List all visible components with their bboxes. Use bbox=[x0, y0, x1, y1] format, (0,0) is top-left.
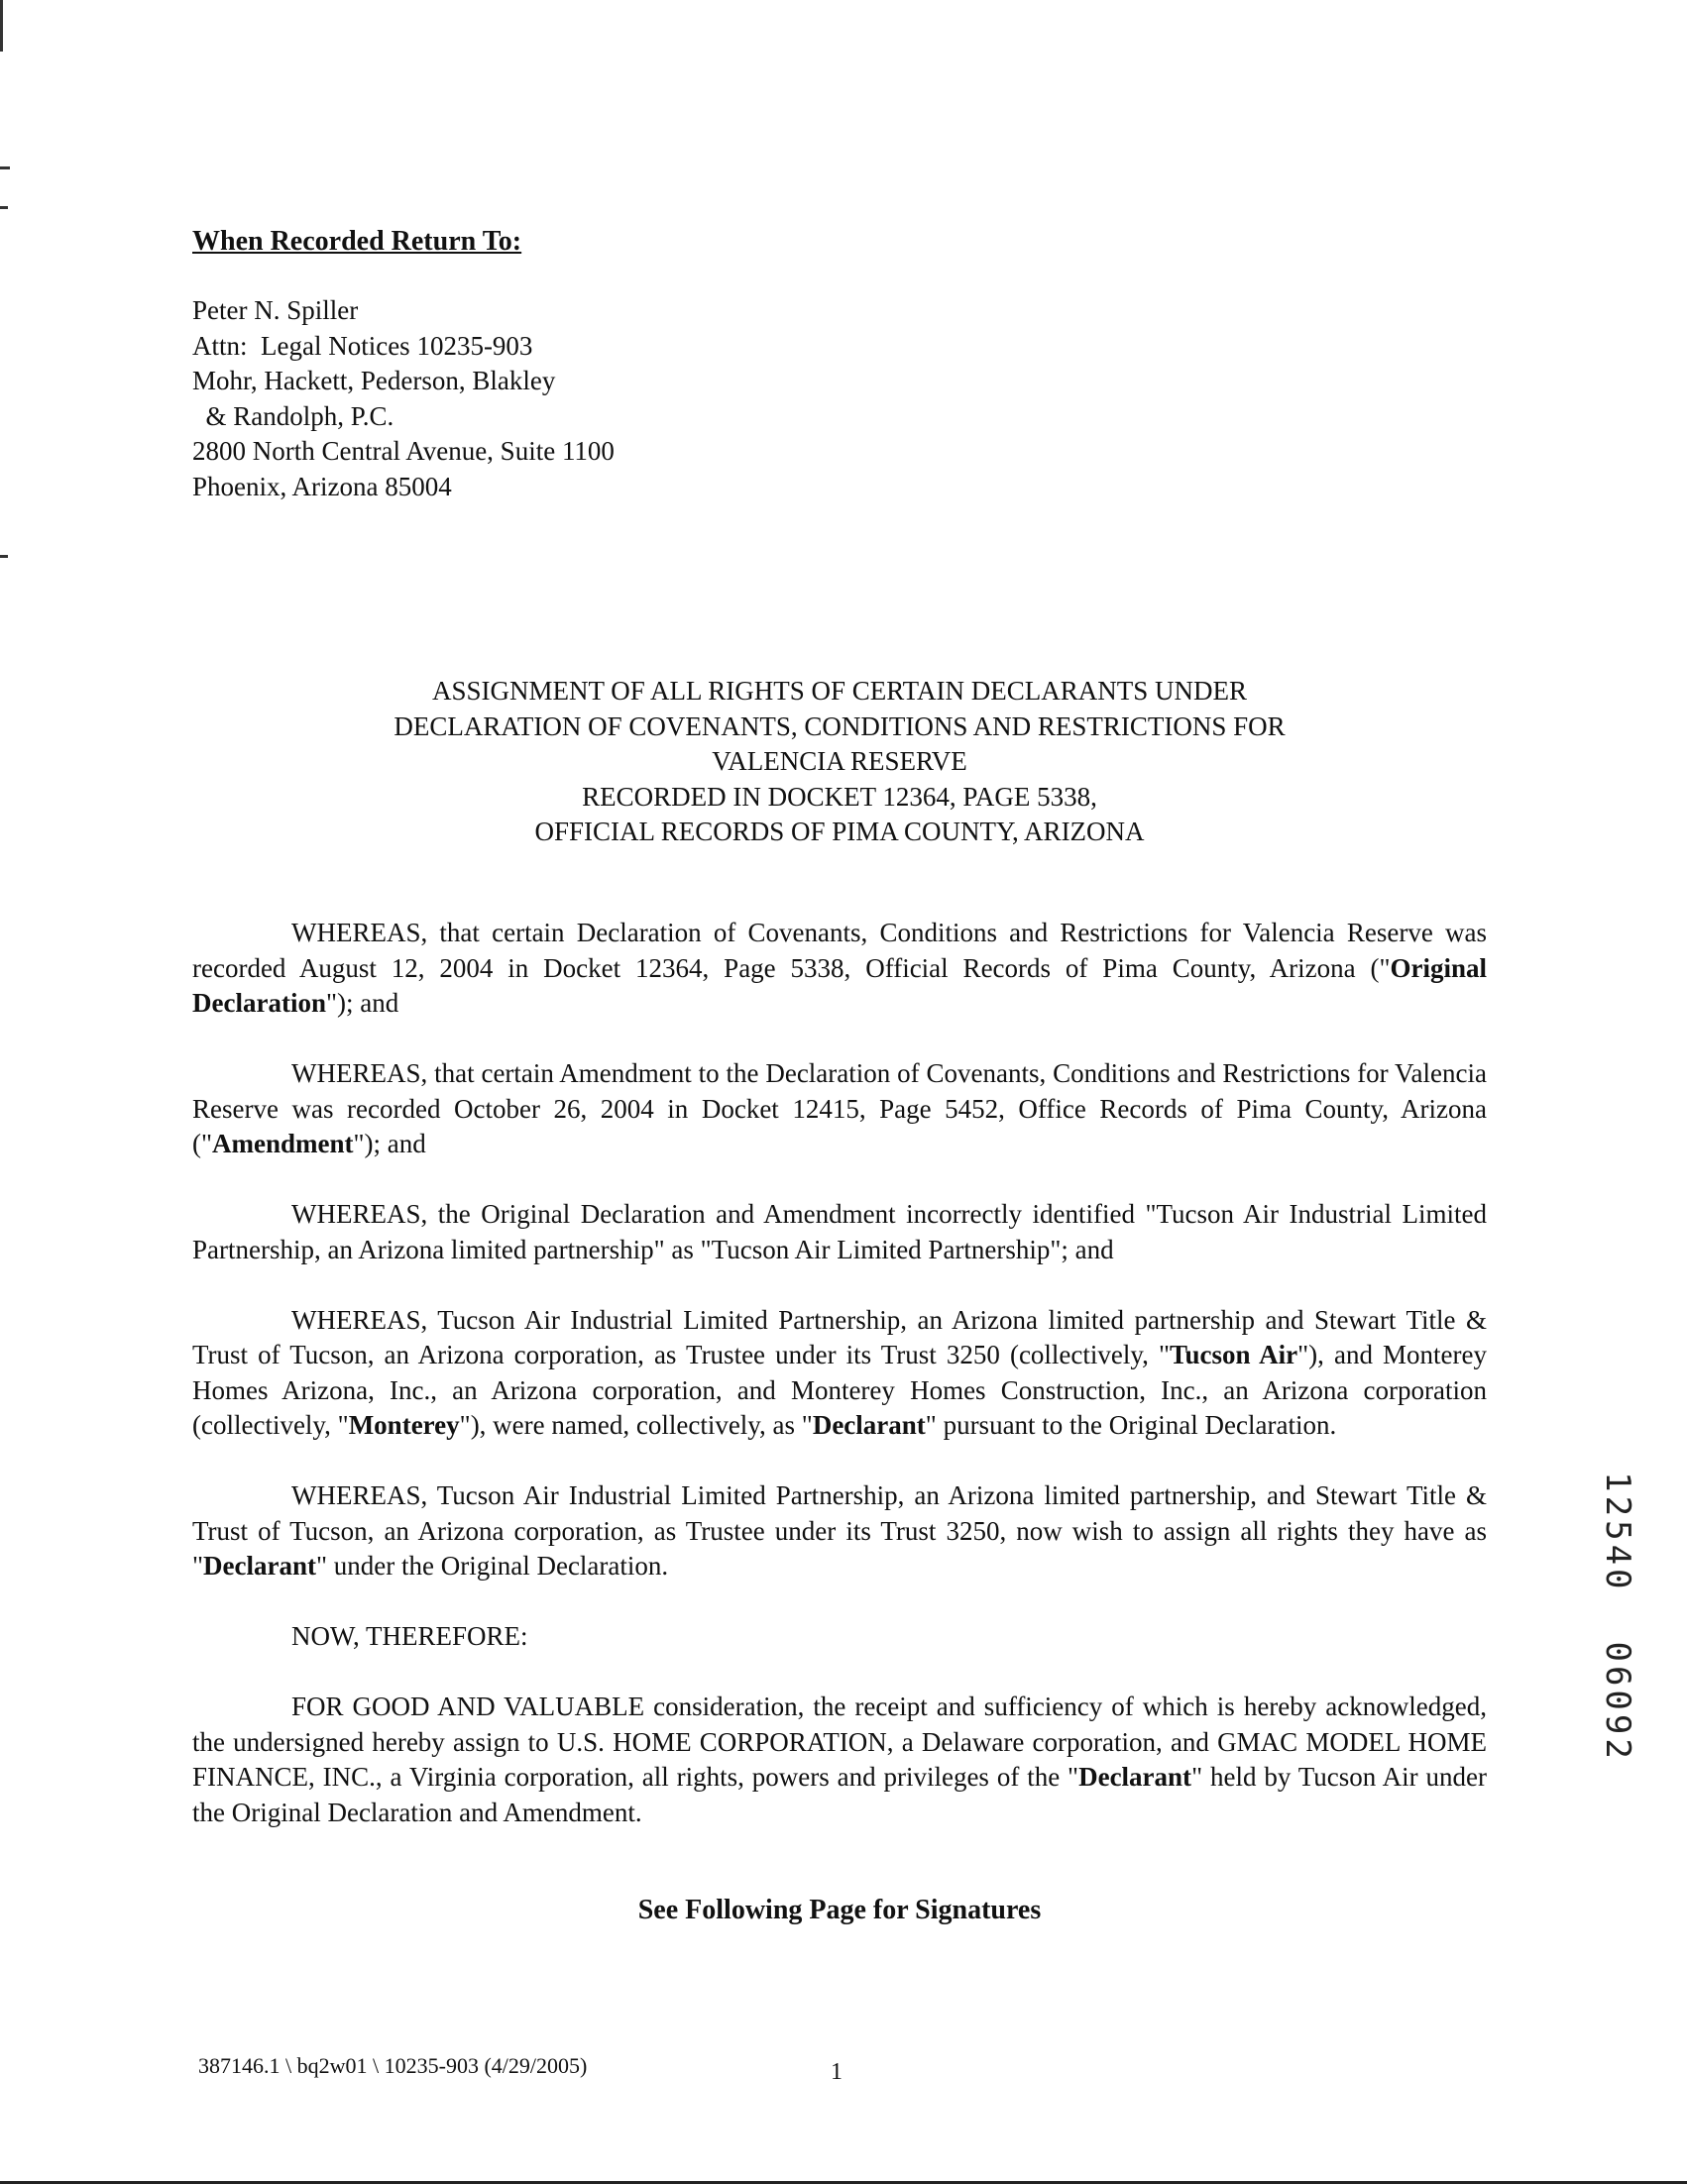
whereas-paragraph-4 bbox=[192, 1303, 1487, 1444]
paragraph-text: WHEREAS, that certain Declaration of Covenants, Conditions and Restrictions for Valencia Reserve was recorded August 12, 2004 in Docket 12364, Page 5338, Official Records of Pima County, Arizona (" bbox=[192, 918, 1487, 983]
assignment-paragraph bbox=[192, 1690, 1487, 1830]
page-number: 1 bbox=[831, 2059, 843, 2085]
whereas-paragraph-1 bbox=[192, 916, 1487, 1022]
address-line: 2800 North Central Avenue, Suite 1100 bbox=[192, 436, 615, 466]
paragraph-text: "); and bbox=[353, 1129, 426, 1158]
defined-term: Declarant bbox=[1078, 1762, 1192, 1792]
address-line: & Randolph, P.C. bbox=[192, 400, 394, 431]
title-line: OFFICIAL RECORDS OF PIMA COUNTY, ARIZONA bbox=[534, 817, 1145, 846]
title-line: RECORDED IN DOCKET 12364, PAGE 5338, bbox=[582, 781, 1097, 812]
defined-term: Amendment bbox=[212, 1129, 354, 1158]
title-line: ASSIGNMENT OF ALL RIGHTS OF CERTAIN DECLARANTS UNDER bbox=[431, 676, 1247, 706]
defined-term: Declarant bbox=[203, 1551, 316, 1581]
paragraph-text: "), were named, collectively, as " bbox=[459, 1410, 813, 1440]
defined-term: Monterey bbox=[348, 1410, 460, 1440]
address-line: Peter N. Spiller bbox=[192, 295, 359, 325]
defined-term: Declarant bbox=[812, 1410, 926, 1440]
paragraph-text: "), and Monterey Homes Arizona, Inc., an Arizona corporation, and Monterey Homes Construction, Inc., an Arizona corporation (collectively, " bbox=[192, 1340, 1487, 1440]
title-line: DECLARATION OF COVENANTS, CONDITIONS AND RESTRICTIONS FOR bbox=[394, 710, 1286, 741]
paragraph-text: WHEREAS, the Original Declaration and Amendment incorrectly identified "Tucson Air Industrial Limited Partnership, an Arizona limited partnership" as "Tucson Air Limited Partnership"; and bbox=[192, 1199, 1487, 1264]
paragraph-text: "); and bbox=[325, 988, 399, 1018]
whereas-paragraph-3 bbox=[192, 1197, 1487, 1267]
whereas-paragraph-5 bbox=[192, 1478, 1487, 1584]
title-line: VALENCIA RESERVE bbox=[712, 746, 967, 776]
scan-edge-mark bbox=[0, 0, 3, 52]
defined-term: Original Declaration bbox=[192, 952, 1487, 1018]
now-therefore-line: NOW, THEREFORE: bbox=[291, 1621, 528, 1651]
whereas-paragraph-2 bbox=[192, 1056, 1487, 1162]
document-title bbox=[192, 674, 1487, 850]
address-line: Phoenix, Arizona 85004 bbox=[192, 471, 452, 501]
paragraph-text: FOR GOOD AND VALUABLE consideration, the receipt and sufficiency of which is hereby acknowledged, the undersigned hereby assign to U.S. HOME CORPORATION, a Delaware corporation, and GMAC MODEL HOME FINANCE, INC., a Virginia corporation, all rights, powers and privileges of the " bbox=[192, 1692, 1487, 1792]
scan-edge-mark bbox=[0, 206, 8, 209]
return-to-heading: When Recorded Return To: bbox=[192, 226, 522, 257]
scan-edge-mark bbox=[0, 166, 10, 169]
defined-term: Tucson Air bbox=[1170, 1340, 1298, 1369]
paragraph-text: " held by Tucson Air under the Original Declaration and Amendment. bbox=[192, 1762, 1488, 1827]
document-body bbox=[192, 916, 1487, 1866]
paragraph-text: WHEREAS, Tucson Air Industrial Limited Partnership, an Arizona limited partnership and Stewart Title & Trust of Tucson, an Arizona corporation, as Trustee under its Trust 3250 (collectively, " bbox=[192, 1304, 1487, 1369]
paragraph-text: WHEREAS, Tucson Air Industrial Limited Partnership, an Arizona limited partnership, and Stewart Title & Trust of Tucson, an Arizona corporation, as Trustee under its Trust 3250, now wish to assign all rights they have as " bbox=[192, 1480, 1487, 1581]
paragraph-text: " under the Original Declaration. bbox=[316, 1551, 669, 1581]
address-line: Attn: Legal Notices 10235-903 bbox=[192, 330, 533, 361]
return-address-block bbox=[192, 293, 615, 504]
footer-document-id: 387146.1 \ bq2w01 \ 10235-903 (4/29/2005) bbox=[198, 2053, 588, 2078]
see-following-page-note: See Following Page for Signatures bbox=[637, 1895, 1042, 1925]
paragraph-text: WHEREAS, that certain Amendment to the Declaration of Covenants, Conditions and Restrictions for Valencia Reserve was recorded October 26, 2004 in Docket 12415, Page 5452, Office Records of Pima County, Arizona (" bbox=[192, 1058, 1487, 1158]
address-line: Mohr, Hackett, Pederson, Blakley bbox=[192, 366, 556, 395]
scan-edge-mark bbox=[0, 555, 8, 558]
paragraph-text: " pursuant to the Original Declaration. bbox=[925, 1410, 1337, 1440]
recording-stamp: 12540 06092 bbox=[1598, 1472, 1637, 1763]
